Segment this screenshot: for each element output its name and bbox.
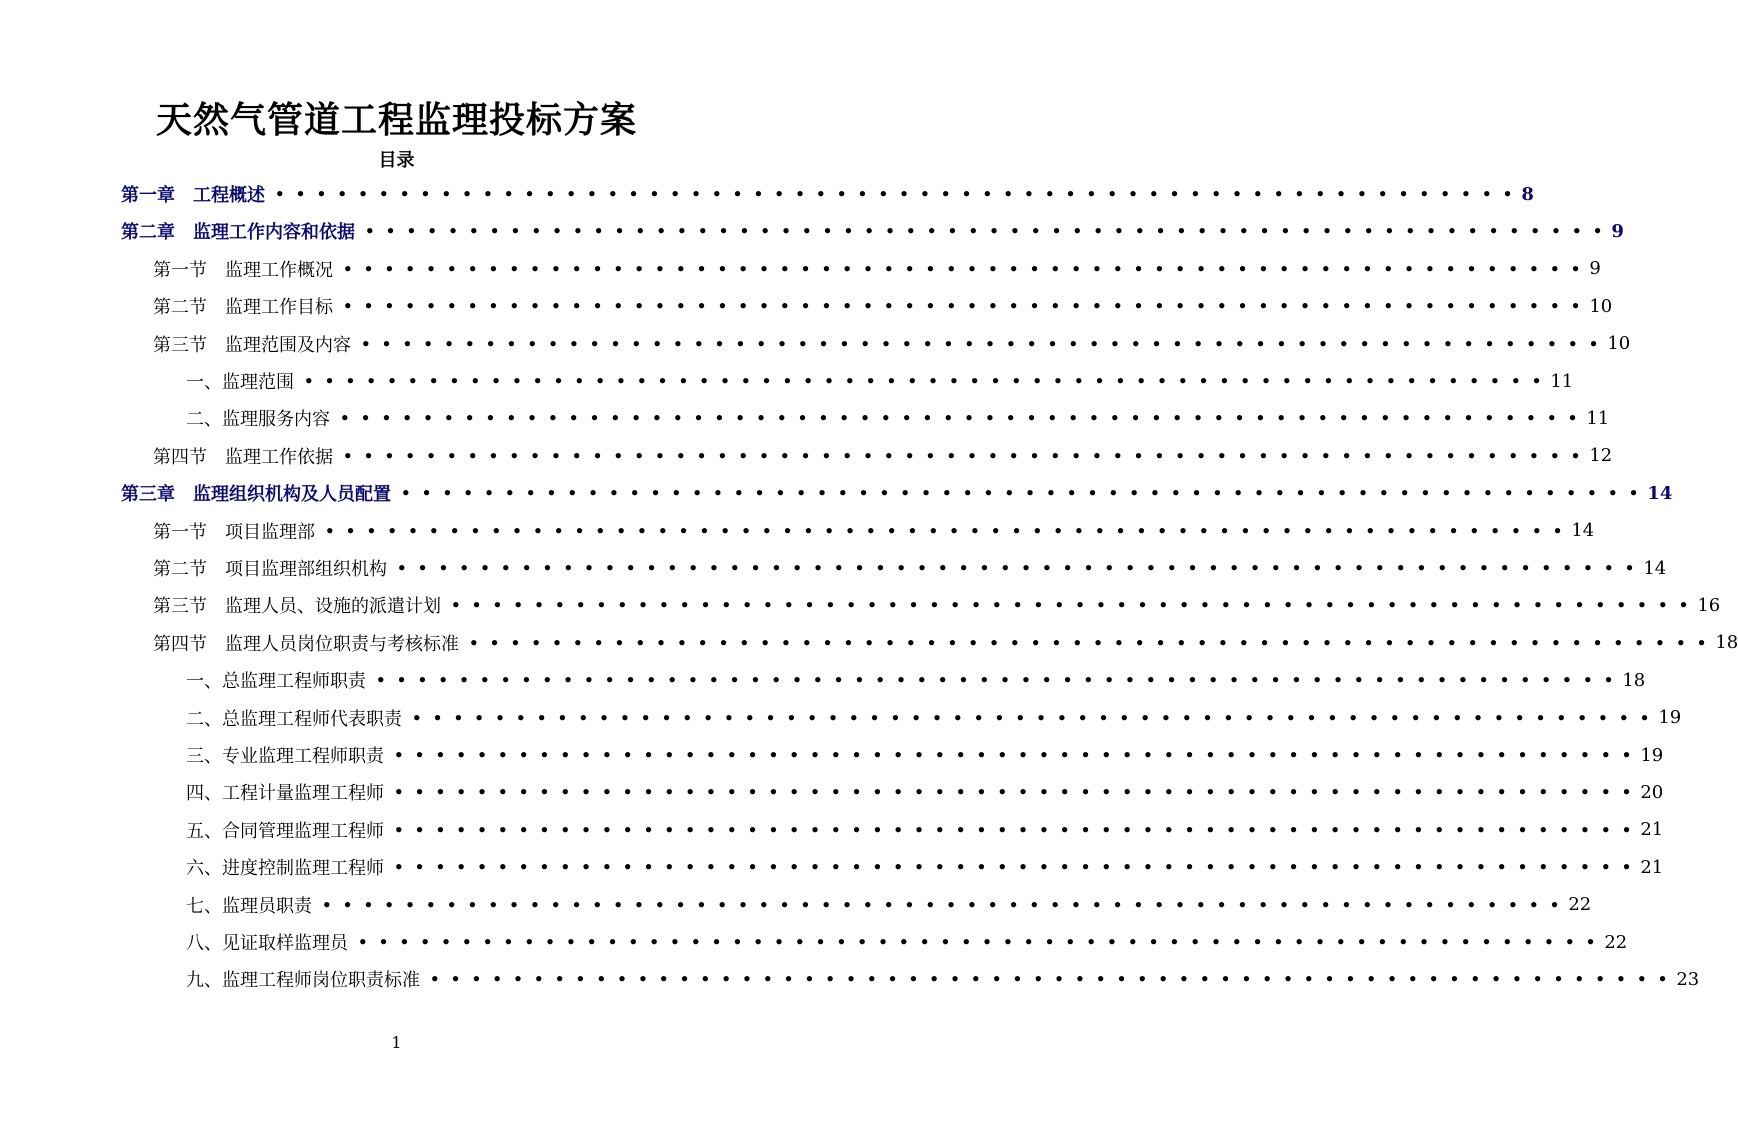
toc-leader-dots: • • • • • • • • • • • • • • • • • • • • • • • • • • • • • • • • • • • • • • • • • • • • • • • • • • • • • • • • • • • • (397, 559, 1638, 577)
toc-entry-label: 第三节 监理人员、设施的派遣计划 (153, 596, 441, 618)
toc-leader-dots: • • • • • • • • • • • • • • • • • • • • • • • • • • • • • • • • • • • • • • • • • • • • • • • • • • • • • • • • • • • • (343, 446, 1584, 465)
toc-entry-page: 14 (1643, 557, 1667, 579)
toc-entry-label: 第四节 监理工作依据 (153, 446, 333, 468)
toc-entry-page: 23 (1676, 968, 1700, 990)
toc-entry-label: 第三章 监理组织机构及人员配置 (121, 484, 391, 506)
toc-entry-page: 11 (1550, 370, 1574, 392)
toc-entry-sub[interactable] (186, 777, 1664, 807)
toc-entry-label: 八、见证取样监理员 (186, 933, 348, 954)
toc-entry-page: 18 (1622, 669, 1646, 691)
toc-entry-page: 9 (1589, 258, 1601, 280)
toc-entry-page: 21 (1640, 856, 1664, 878)
toc-entry-page: 11 (1586, 407, 1610, 429)
toc-entry-chapter[interactable] (121, 478, 1673, 508)
toc-leader-dots: • • • • • • • • • • • • • • • • • • • • • • • • • • • • • • • • • • • • • • • • • • • • • • • • • • • • • • • • • • • • (275, 185, 1516, 203)
toc-entry-sub[interactable] (186, 703, 1682, 733)
toc-leader-dots: • • • • • • • • • • • • • • • • • • • • • • • • • • • • • • • • • • • • • • • • • • • • • • • • • • • • • • • • • • • • (358, 933, 1599, 951)
toc-entry-page: 16 (1697, 594, 1721, 616)
toc-entry-sub[interactable] (186, 964, 1700, 994)
toc-entry-chapter[interactable] (121, 216, 1624, 246)
toc-entry-page: 14 (1571, 520, 1595, 542)
toc-entry-sub[interactable] (186, 815, 1664, 845)
toc-entry-page: 10 (1607, 333, 1631, 355)
toc-entry-label: 一、监理范围 (186, 372, 294, 393)
toc-entry-label: 第一节 项目监理部 (153, 521, 315, 543)
toc-entry-label: 三、专业监理工程师职责 (186, 746, 384, 767)
toc-entry-page: 21 (1640, 819, 1664, 841)
toc-entry-label: 第一节 监理工作概况 (153, 259, 333, 281)
page-number: 1 (391, 1033, 402, 1052)
toc-leader-dots: • • • • • • • • • • • • • • • • • • • • • • • • • • • • • • • • • • • • • • • • • • • • • • • • • • • • • • • • • • • • (394, 858, 1635, 877)
toc-entry-page: 18 (1715, 632, 1738, 654)
toc-entry-page: 22 (1604, 931, 1628, 953)
toc-leader-dots: • • • • • • • • • • • • • • • • • • • • • • • • • • • • • • • • • • • • • • • • • • • • • • • • • • • • • • • • • • • • (430, 970, 1671, 989)
toc-entry-sub[interactable] (186, 890, 1592, 920)
toc-leader-dots: • • • • • • • • • • • • • • • • • • • • • • • • • • • • • • • • • • • • • • • • • • • • • • • • • • • • • • • • • • • • (343, 297, 1584, 316)
toc-leader-dots: • • • • • • • • • • • • • • • • • • • • • • • • • • • • • • • • • • • • • • • • • • • • • • • • • • • • • • • • • • • • (469, 633, 1710, 652)
toc-leader-dots: • • • • • • • • • • • • • • • • • • • • • • • • • • • • • • • • • • • • • • • • • • • • • • • • • • • • • • • • • • • • (451, 596, 1692, 615)
toc-entry-label: 九、监理工程师岗位职责标准 (186, 970, 420, 992)
toc-entry-label: 六、进度控制监理工程师 (186, 858, 384, 880)
toc-entry-section[interactable] (153, 441, 1613, 471)
toc-heading: 目录 (378, 150, 415, 171)
toc-entry-sub[interactable] (186, 927, 1628, 957)
toc-leader-dots: • • • • • • • • • • • • • • • • • • • • • • • • • • • • • • • • • • • • • • • • • • • • • • • • • • • • • • • • • • • • (343, 259, 1584, 278)
toc-leader-dots: • • • • • • • • • • • • • • • • • • • • • • • • • • • • • • • • • • • • • • • • • • • • • • • • • • • • • • • • • • • • (394, 783, 1635, 802)
toc-leader-dots: • • • • • • • • • • • • • • • • • • • • • • • • • • • • • • • • • • • • • • • • • • • • • • • • • • • • • • • • • • • • (322, 895, 1563, 914)
toc-entry-sub[interactable] (186, 665, 1646, 695)
toc-leader-dots: • • • • • • • • • • • • • • • • • • • • • • • • • • • • • • • • • • • • • • • • • • • • • • • • • • • • • • • • • • • • (304, 372, 1545, 390)
toc-entry-section[interactable] (153, 254, 1601, 284)
toc-entry-label: 第一章 工程概述 (121, 185, 265, 206)
toc-leader-dots: • • • • • • • • • • • • • • • • • • • • • • • • • • • • • • • • • • • • • • • • • • • • • • • • • • • • • • • • • • • • (401, 484, 1642, 503)
toc-entry-label: 二、总监理工程师代表职责 (186, 708, 402, 730)
toc-entry-section[interactable] (153, 553, 1667, 583)
toc-entry-sub[interactable] (186, 403, 1610, 433)
document-title: 天然气管道工程监理投标方案 (155, 99, 637, 141)
toc-entry-sub[interactable] (186, 852, 1664, 882)
toc-entry-page: 14 (1647, 482, 1673, 504)
toc-entry-sub[interactable] (186, 366, 1574, 396)
toc-entry-label: 五、合同管理监理工程师 (186, 820, 384, 842)
toc-entry-page: 22 (1568, 894, 1592, 916)
toc-entry-page: 20 (1640, 781, 1664, 803)
toc-entry-page: 12 (1589, 445, 1613, 467)
toc-entry-section[interactable] (153, 590, 1721, 620)
toc-entry-label: 第二章 监理工作内容和依据 (121, 222, 355, 244)
toc-entry-label: 四、工程计量监理工程师 (186, 783, 384, 805)
toc-leader-dots: • • • • • • • • • • • • • • • • • • • • • • • • • • • • • • • • • • • • • • • • • • • • • • • • • • • • • • • • • • • • (394, 746, 1635, 764)
toc-entry-label: 七、监理员职责 (186, 895, 312, 917)
toc-entry-label: 第二节 监理工作目标 (153, 297, 333, 319)
toc-entry-page: 19 (1640, 744, 1664, 766)
toc-entry-page: 9 (1611, 220, 1624, 242)
toc-entry-label: 第三节 监理范围及内容 (153, 334, 351, 356)
toc-entry-label: 第二节 项目监理部组织机构 (153, 559, 387, 580)
toc-entry-page: 8 (1521, 183, 1534, 205)
toc-leader-dots: • • • • • • • • • • • • • • • • • • • • • • • • • • • • • • • • • • • • • • • • • • • • • • • • • • • • • • • • • • • • (365, 222, 1606, 241)
toc-leader-dots: • • • • • • • • • • • • • • • • • • • • • • • • • • • • • • • • • • • • • • • • • • • • • • • • • • • • • • • • • • • • (325, 521, 1566, 540)
toc-entry-chapter[interactable] (121, 179, 1534, 209)
toc-leader-dots: • • • • • • • • • • • • • • • • • • • • • • • • • • • • • • • • • • • • • • • • • • • • • • • • • • • • • • • • • • • • (412, 708, 1653, 727)
toc-entry-sub[interactable] (186, 740, 1664, 770)
toc-leader-dots: • • • • • • • • • • • • • • • • • • • • • • • • • • • • • • • • • • • • • • • • • • • • • • • • • • • • • • • • • • • • (361, 334, 1602, 353)
toc-entry-page: 10 (1589, 295, 1613, 317)
toc-entry-label: 一、总监理工程师职责 (186, 671, 366, 693)
toc-leader-dots: • • • • • • • • • • • • • • • • • • • • • • • • • • • • • • • • • • • • • • • • • • • • • • • • • • • • • • • • • • • • (340, 409, 1581, 428)
toc-entry-section[interactable] (153, 516, 1595, 546)
toc-entry-page: 19 (1658, 707, 1682, 729)
toc-leader-dots: • • • • • • • • • • • • • • • • • • • • • • • • • • • • • • • • • • • • • • • • • • • • • • • • • • • • • • • • • • • • (394, 820, 1635, 839)
toc-entry-section[interactable] (153, 291, 1613, 321)
toc-entry-section[interactable] (153, 628, 1738, 658)
toc-entry-label: 第四节 监理人员岗位职责与考核标准 (153, 633, 459, 655)
toc-leader-dots: • • • • • • • • • • • • • • • • • • • • • • • • • • • • • • • • • • • • • • • • • • • • • • • • • • • • • • • • • • • • (376, 671, 1617, 690)
toc-entry-section[interactable] (153, 329, 1631, 359)
toc-entry-label: 二、监理服务内容 (186, 409, 330, 431)
